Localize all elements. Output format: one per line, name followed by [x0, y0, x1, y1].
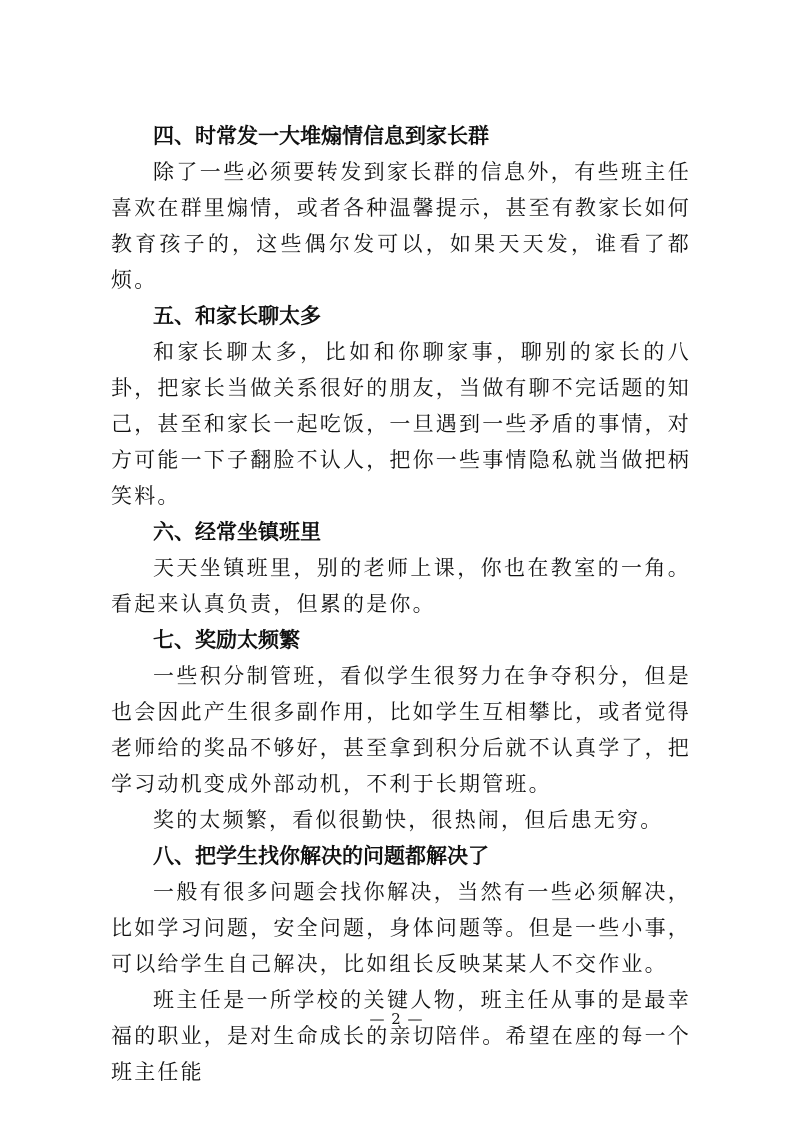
section-heading-4: 四、时常发一大堆煽情信息到家长群 — [153, 124, 489, 148]
section-heading-8: 八、把学生找你解决的问题都解决了 — [153, 844, 489, 868]
closing-paragraph: 班主任是一所学校的关键人物，班主任从事的是最幸福的职业，是对生命成长的亲切陪伴。希望在座的每一个班主任能 — [111, 988, 691, 1084]
section-7-paragraph-2: 奖的太频繁，看似很勤快，很热闹，但后患无穷。 — [153, 808, 664, 832]
section-heading-7: 七、奖励太频繁 — [153, 628, 300, 652]
document-body — [111, 118, 691, 1090]
section-heading-6: 六、经常坐镇班里 — [153, 520, 321, 544]
section-5-paragraph-1: 和家长聊太多，比如和你聊家事，聊别的家长的八卦，把家长当做关系很好的朋友，当做有聊不完话题的知己，甚至和家长一起吃饭，一旦遇到一些矛盾的事情，对方可能一下子翻脸不认人，把你一些事情隐私就当做把柄笑料。 — [111, 340, 691, 508]
section-heading-5: 五、和家长聊太多 — [153, 304, 321, 328]
section-6-paragraph-1: 天天坐镇班里，别的老师上课，你也在教室的一角。看起来认真负责，但累的是你。 — [111, 556, 691, 616]
section-7-paragraph-1: 一些积分制管班，看似学生很努力在争夺积分，但是也会因此产生很多副作用，比如学生互相攀比，或者觉得老师给的奖品不够好，甚至拿到积分后就不认真学了，把学习动机变成外部动机，不利于长期管班。 — [111, 664, 691, 796]
section-4-paragraph-1: 除了一些必须要转发到家长群的信息外，有些班主任喜欢在群里煽情，或者各种温馨提示，甚至有教家长如何教育孩子的，这些偶尔发可以，如果天天发，谁看了都烦。 — [111, 160, 691, 292]
section-8-paragraph-1: 一般有很多问题会找你解决，当然有一些必须解决，比如学习问题，安全问题，身体问题等。但是一些小事，可以给学生自己解决，比如组长反映某某人不交作业。 — [111, 880, 691, 976]
page-number: — 2 — — [369, 1010, 424, 1028]
